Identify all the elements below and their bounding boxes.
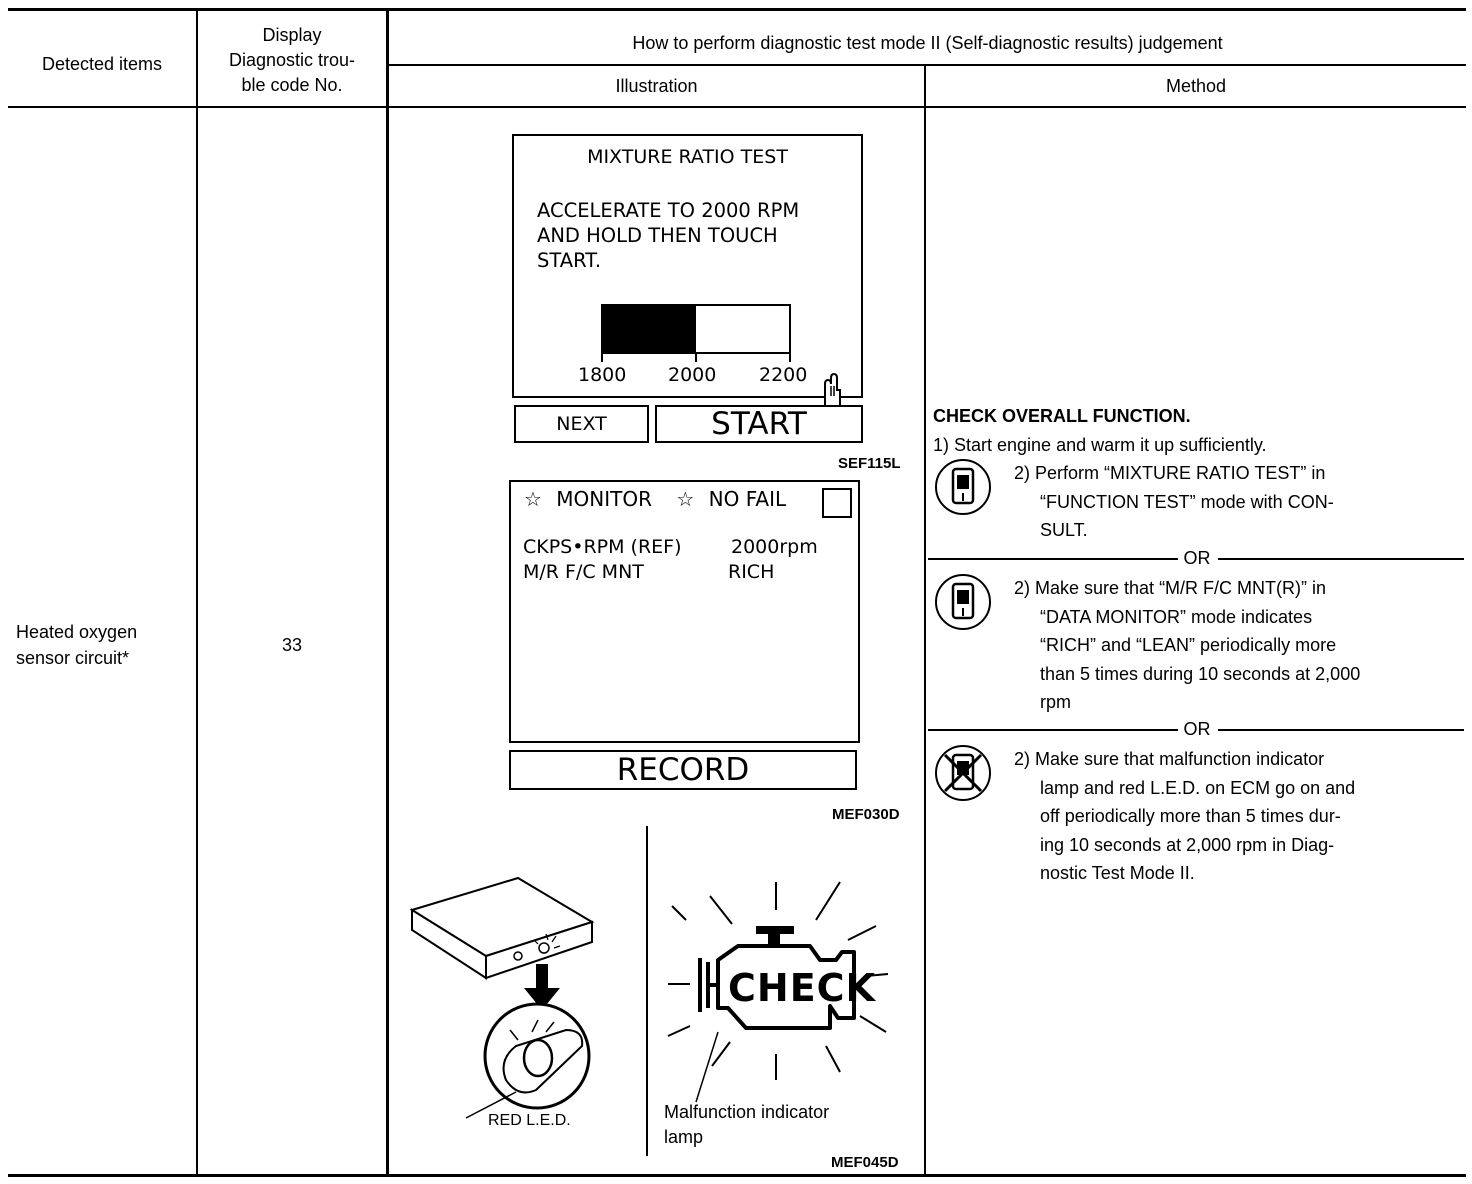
header-detected-items: Detected items — [41, 54, 163, 74]
mixture-ratio-title: MIXTURE RATIO TEST — [587, 146, 788, 168]
ref-code-mef030d: MEF030D — [832, 806, 900, 823]
star-icon: ☆ — [676, 487, 695, 511]
subheader-rule — [388, 64, 1466, 66]
method-option-c: 2) Make sure that malfunction indicator lamp and red L.E.D. on ECM go on and off periodically more than 5 times dur- ing 10 seconds at 2,000 rpm in Diag- nostic Test Mode II. — [1014, 749, 1356, 883]
detected-item-text: Heated oxygen sensor circuit* — [16, 622, 138, 668]
monitor-row-1-label: CKPS•RPM (REF) — [523, 536, 682, 558]
next-button-label: NEXT — [556, 413, 607, 435]
or-separator-1-left — [928, 558, 1178, 560]
header-method: Method — [1165, 76, 1227, 96]
col-divider-1 — [196, 8, 198, 1176]
header-display-code: Display Diagnostic trou- ble code No. — [228, 25, 356, 95]
no-fail-label: NO FAIL — [708, 487, 787, 511]
method-step-1: 1) Start engine and warm it up sufficiently. — [933, 435, 1267, 455]
gauge-label-1800: 1800 — [578, 364, 627, 386]
monitor-checkbox[interactable] — [822, 488, 852, 518]
or-separator-1-right — [1218, 558, 1464, 560]
ref-code-sef115l: SEF115L — [838, 455, 901, 472]
gauge-tick-2200 — [789, 352, 791, 362]
gauge-tick-2000 — [695, 352, 697, 362]
monitor-row-1-value: 2000rpm — [731, 536, 818, 558]
record-button[interactable] — [509, 750, 857, 790]
consult-icon — [935, 574, 991, 630]
gauge-label-2000: 2000 — [668, 364, 717, 386]
monitor-row-2-value: RICH — [728, 561, 775, 583]
or-label-1: OR — [1183, 548, 1211, 568]
illustration-divider — [646, 826, 648, 1156]
monitor-label: MONITOR — [556, 487, 653, 511]
table-top-rule — [8, 8, 1466, 11]
record-button-label: RECORD — [616, 752, 750, 788]
start-button-label: START — [711, 406, 807, 442]
no-consult-icon — [935, 745, 991, 801]
gauge-label-2200: 2200 — [759, 364, 808, 386]
monitor-header — [524, 487, 786, 511]
table-bottom-rule — [8, 1174, 1466, 1177]
col-divider-3 — [924, 64, 926, 1176]
touch-pointer-icon — [818, 372, 844, 408]
next-button[interactable] — [514, 405, 649, 443]
method-heading: CHECK OVERALL FUNCTION. — [933, 406, 1191, 426]
method-option-b: 2) Make sure that “M/R F/C MNT(R)” in “DATA MONITOR” mode indicates “RICH” and “LEAN” periodically more than 5 times during 10 seconds at 2,000 rpm — [1014, 578, 1361, 712]
check-lamp-text: CHECK — [728, 966, 876, 1010]
ecm-red-led-illustration — [406, 870, 606, 1140]
rpm-gauge-fill — [603, 306, 696, 352]
trouble-code: 33 — [281, 635, 303, 655]
or-separator-2-left — [928, 729, 1178, 731]
monitor-row-2-label: M/R F/C MNT — [523, 561, 644, 583]
data-monitor-screen — [509, 480, 860, 743]
red-led-label: RED L.E.D. — [488, 1112, 571, 1129]
consult-device-icon — [937, 576, 989, 628]
col-divider-2 — [386, 8, 389, 1176]
consult-device-icon — [937, 461, 989, 513]
mixture-ratio-instructions: ACCELERATE TO 2000 RPM AND HOLD THEN TOUCH START. — [537, 199, 800, 272]
ref-code-mef045d: MEF045D — [831, 1154, 899, 1171]
mil-label: Malfunction indicator lamp — [664, 1102, 830, 1147]
consult-icon — [935, 459, 991, 515]
method-option-a: 2) Perform “MIXTURE RATIO TEST” in “FUNCTION TEST” mode with CON- SULT. — [1014, 463, 1334, 540]
no-consult-device-icon — [937, 747, 989, 799]
or-label-2: OR — [1183, 719, 1211, 739]
gauge-tick-1800 — [601, 352, 603, 362]
header-illustration: Illustration — [615, 76, 698, 96]
header-bottom-rule — [8, 106, 1466, 108]
star-icon: ☆ — [524, 487, 542, 511]
or-separator-2-right — [1218, 729, 1464, 731]
header-how-to: How to perform diagnostic test mode II (Self-diagnostic results) judgement — [632, 33, 1223, 53]
start-button[interactable] — [655, 405, 863, 443]
